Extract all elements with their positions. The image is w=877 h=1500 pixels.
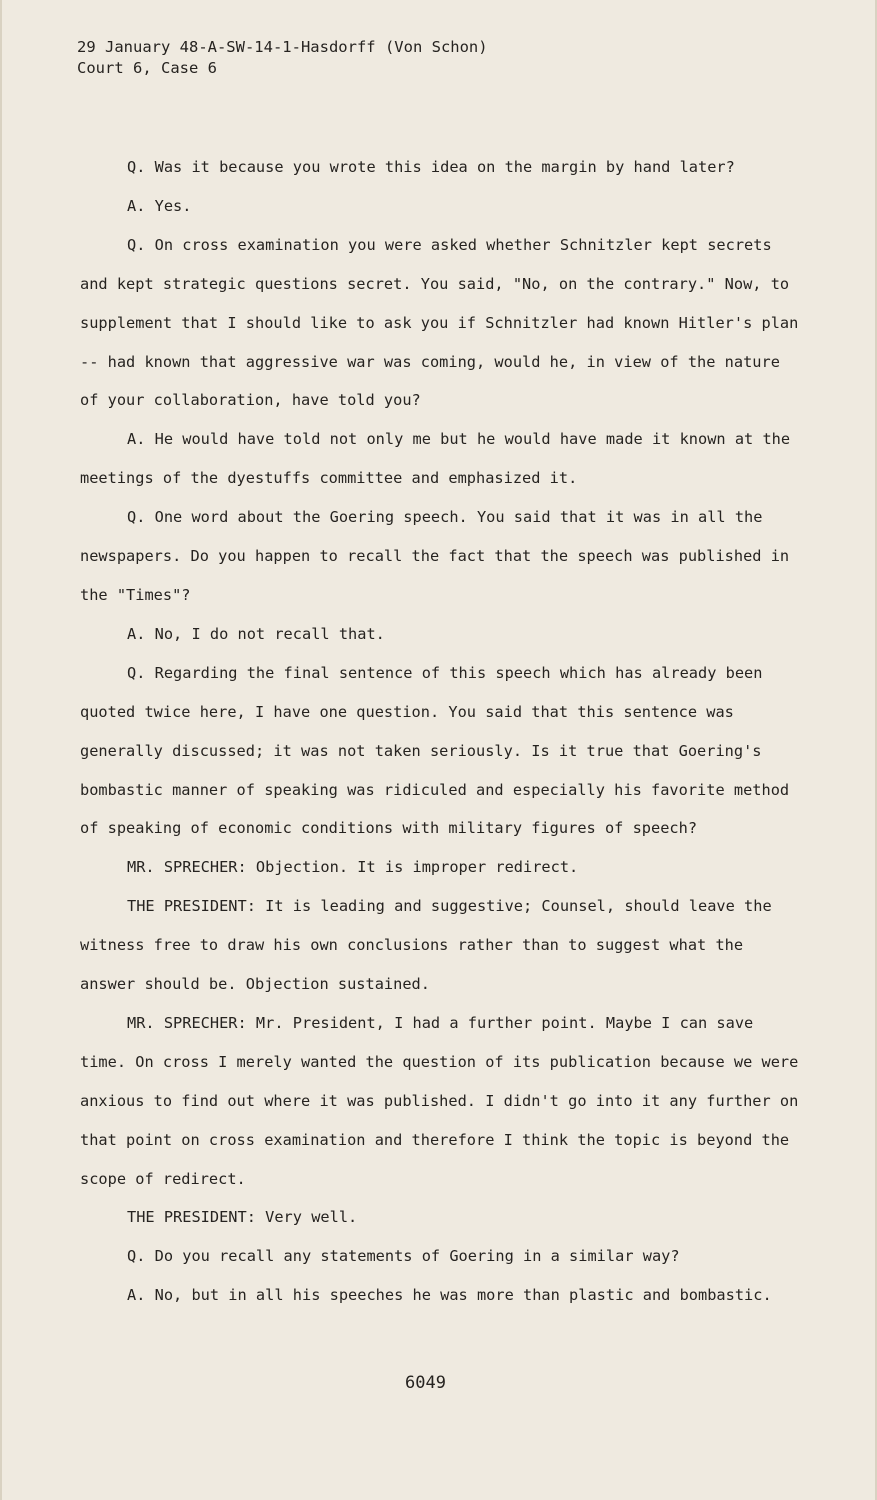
transcript-paragraph: Q. Do you recall any statements of Goering in a similar way?	[127, 1247, 680, 1266]
transcript-paragraph: THE PRESIDENT: It is leading and suggestive; Counsel, should leave the witness free to draw his own conclusions rather than to suggest what the answer should be. Objection sustained.	[80, 897, 772, 994]
document-header	[77, 37, 488, 79]
transcript-paragraph: A. Yes.	[127, 196, 192, 215]
transcript-paragraph: MR. SPRECHER: Mr. President, I had a further point. Maybe I can save time. On cross I merely wanted the question of its publication because we were anxious to find out where it was published. I didn't go into it any further on that point on cross examination and therefore I think the topic is beyond the scope of redirect.	[80, 1013, 799, 1188]
transcript-paragraph: THE PRESIDENT: Very well.	[127, 1208, 358, 1227]
transcript-paragraph: Q. One word about the Goering speech. You said that it was in all the newspapers. Do you happen to recall the fact that the speech was published in the "Times"?	[80, 508, 790, 604]
transcript-body	[80, 148, 800, 1315]
header-date-line: 29 January 48-A-SW-14-1-Hasdorff (Von Schon)	[77, 38, 488, 56]
transcript-paragraph: A. He would have told not only me but he would have made it known at the meetings of the dyestuffs committee and emphasized it.	[80, 430, 791, 488]
transcript-paragraph: MR. SPRECHER: Objection. It is improper redirect.	[127, 858, 579, 877]
header-court-line: Court 6, Case 6	[77, 59, 217, 77]
transcript-paragraph: Q. Was it because you wrote this idea on the margin by hand later?	[127, 158, 735, 176]
transcript-paragraph: A. No, but in all his speeches he was more than plastic and bombastic.	[127, 1286, 772, 1305]
page-number: 6049	[405, 1373, 446, 1393]
transcript-paragraph: A. No, I do not recall that.	[127, 624, 385, 643]
transcript-paragraph: Q. On cross examination you were asked whether Schnitzler kept secrets and kept strategic questions secret. You said, "No, on the contrary." Now, to supplement that I should like to ask you if Schnitzler had known Hitler's plan -- had known that aggressive war was coming, would he, in view of the nature of your collaboration, have told you?	[80, 235, 799, 410]
transcript-paragraph: Q. Regarding the final sentence of this speech which has already been quoted twice here, I have one question. You said that this sentence was generally discussed; it was not taken seriously. Is it true that Goering's bombastic manner of speaking was ridiculed and especially his favorite method of speaking of economic conditions with military figures of speech?	[80, 663, 790, 838]
